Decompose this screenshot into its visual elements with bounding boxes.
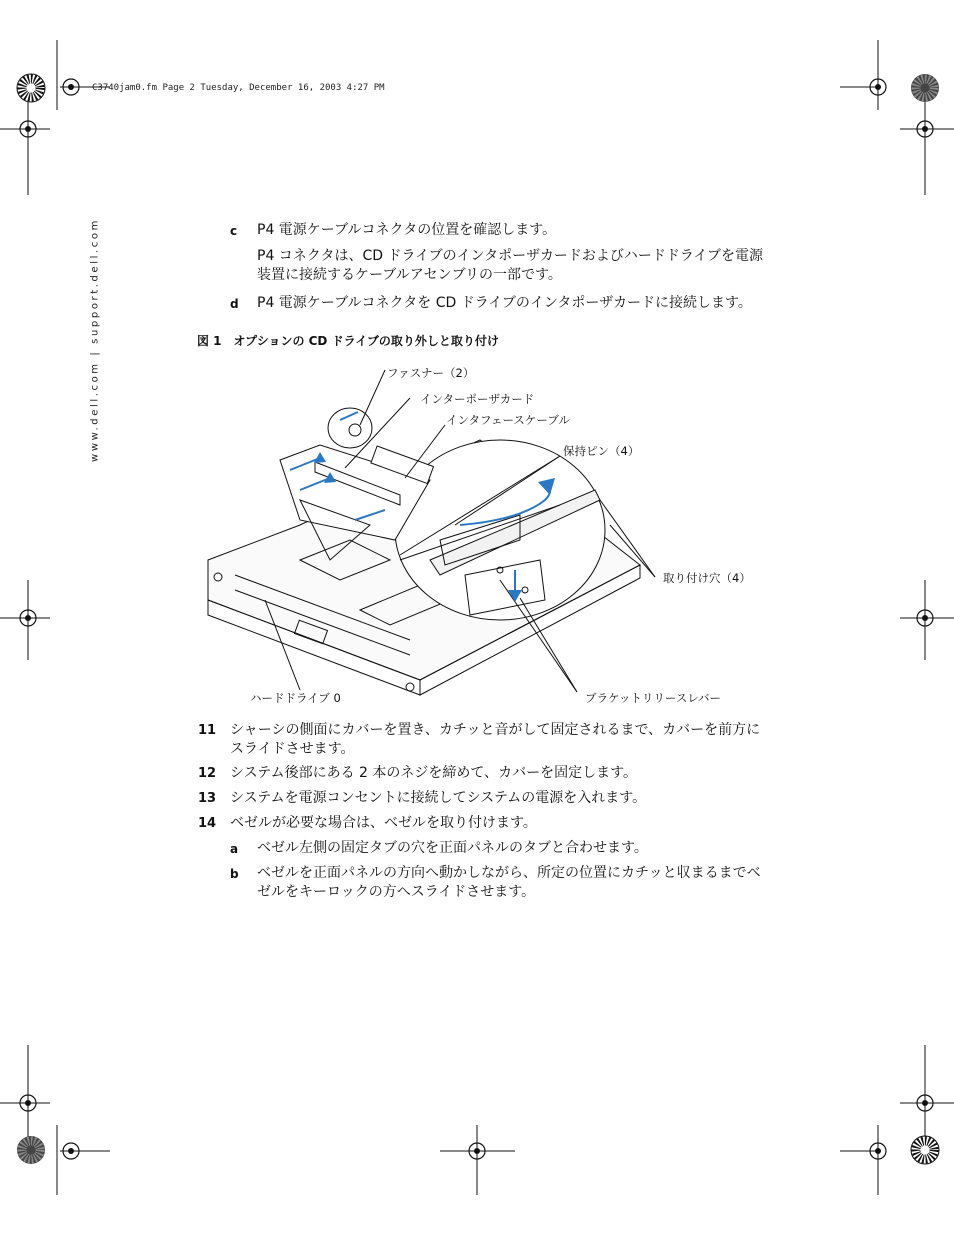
substep-text: ベゼルを正面パネルの方向へ動かしながら、所定の位置にカチッと収まるまでベ ゼルをキーロックの方へスライドさせます。 (257, 865, 761, 900)
substep-text: P4 電源ケーブルコネクタを CD ドライブのインタポーザカードに接続します。 (257, 295, 752, 311)
header-slug: C3740jam0.fm Page 2 Tuesday, December 16, 2003 4:27 PM (92, 83, 385, 93)
substep-marker: a (230, 842, 239, 856)
figure-caption: 図 1 オプションの CD ドライブの取り外しと取り付け (197, 334, 499, 348)
substep-marker: b (230, 867, 239, 881)
substep-text: ベゼル左側の固定タブの穴を正面パネルのタブと合わせます。 (257, 840, 648, 856)
callout-retention-pins: 保持ピン（4） (563, 444, 640, 458)
step-number: 13 (198, 791, 217, 806)
step-number: 14 (198, 816, 217, 831)
step-number: 11 (198, 723, 217, 738)
callout-mounting-holes: 取り付け穴（4） (663, 571, 751, 585)
substep-marker: d (230, 297, 239, 311)
substep-text: P4 電源ケーブルコネクタの位置を確認します。 (257, 222, 557, 238)
substep-marker: c (230, 224, 238, 238)
step-text: システム後部にある 2 本のネジを締めて、カバーを固定します。 (230, 765, 638, 781)
callout-fasteners: ファスナー（2） (387, 366, 475, 380)
callout-interface-cable: インタフェースケーブル (446, 413, 570, 427)
callout-interposer-card: インターポーザカード (420, 392, 535, 406)
step-text: システムを電源コンセントに接続してシステムの電源を入れます。 (230, 790, 647, 806)
callout-bracket-release: ブラケットリリースレバー (585, 691, 722, 705)
step-text: ベゼルが必要な場合は、ベゼルを取り付けます。 (230, 815, 537, 831)
step-number: 12 (198, 766, 217, 781)
step-text: シャーシの側面にカバーを置き、カチッと音がして固定されるまで、カバーを前方に スライドさせます。 (230, 722, 761, 757)
substep-note: P4 コネクタは、CD ドライブのインタポーザカードおよびハードドライブを電源 装置に接続するケーブルアセンブリの一部です。 (257, 248, 764, 283)
side-url: www.dell.com | support.dell.com (89, 218, 101, 462)
callout-hard-drive: ハードドライブ 0 (250, 691, 341, 705)
